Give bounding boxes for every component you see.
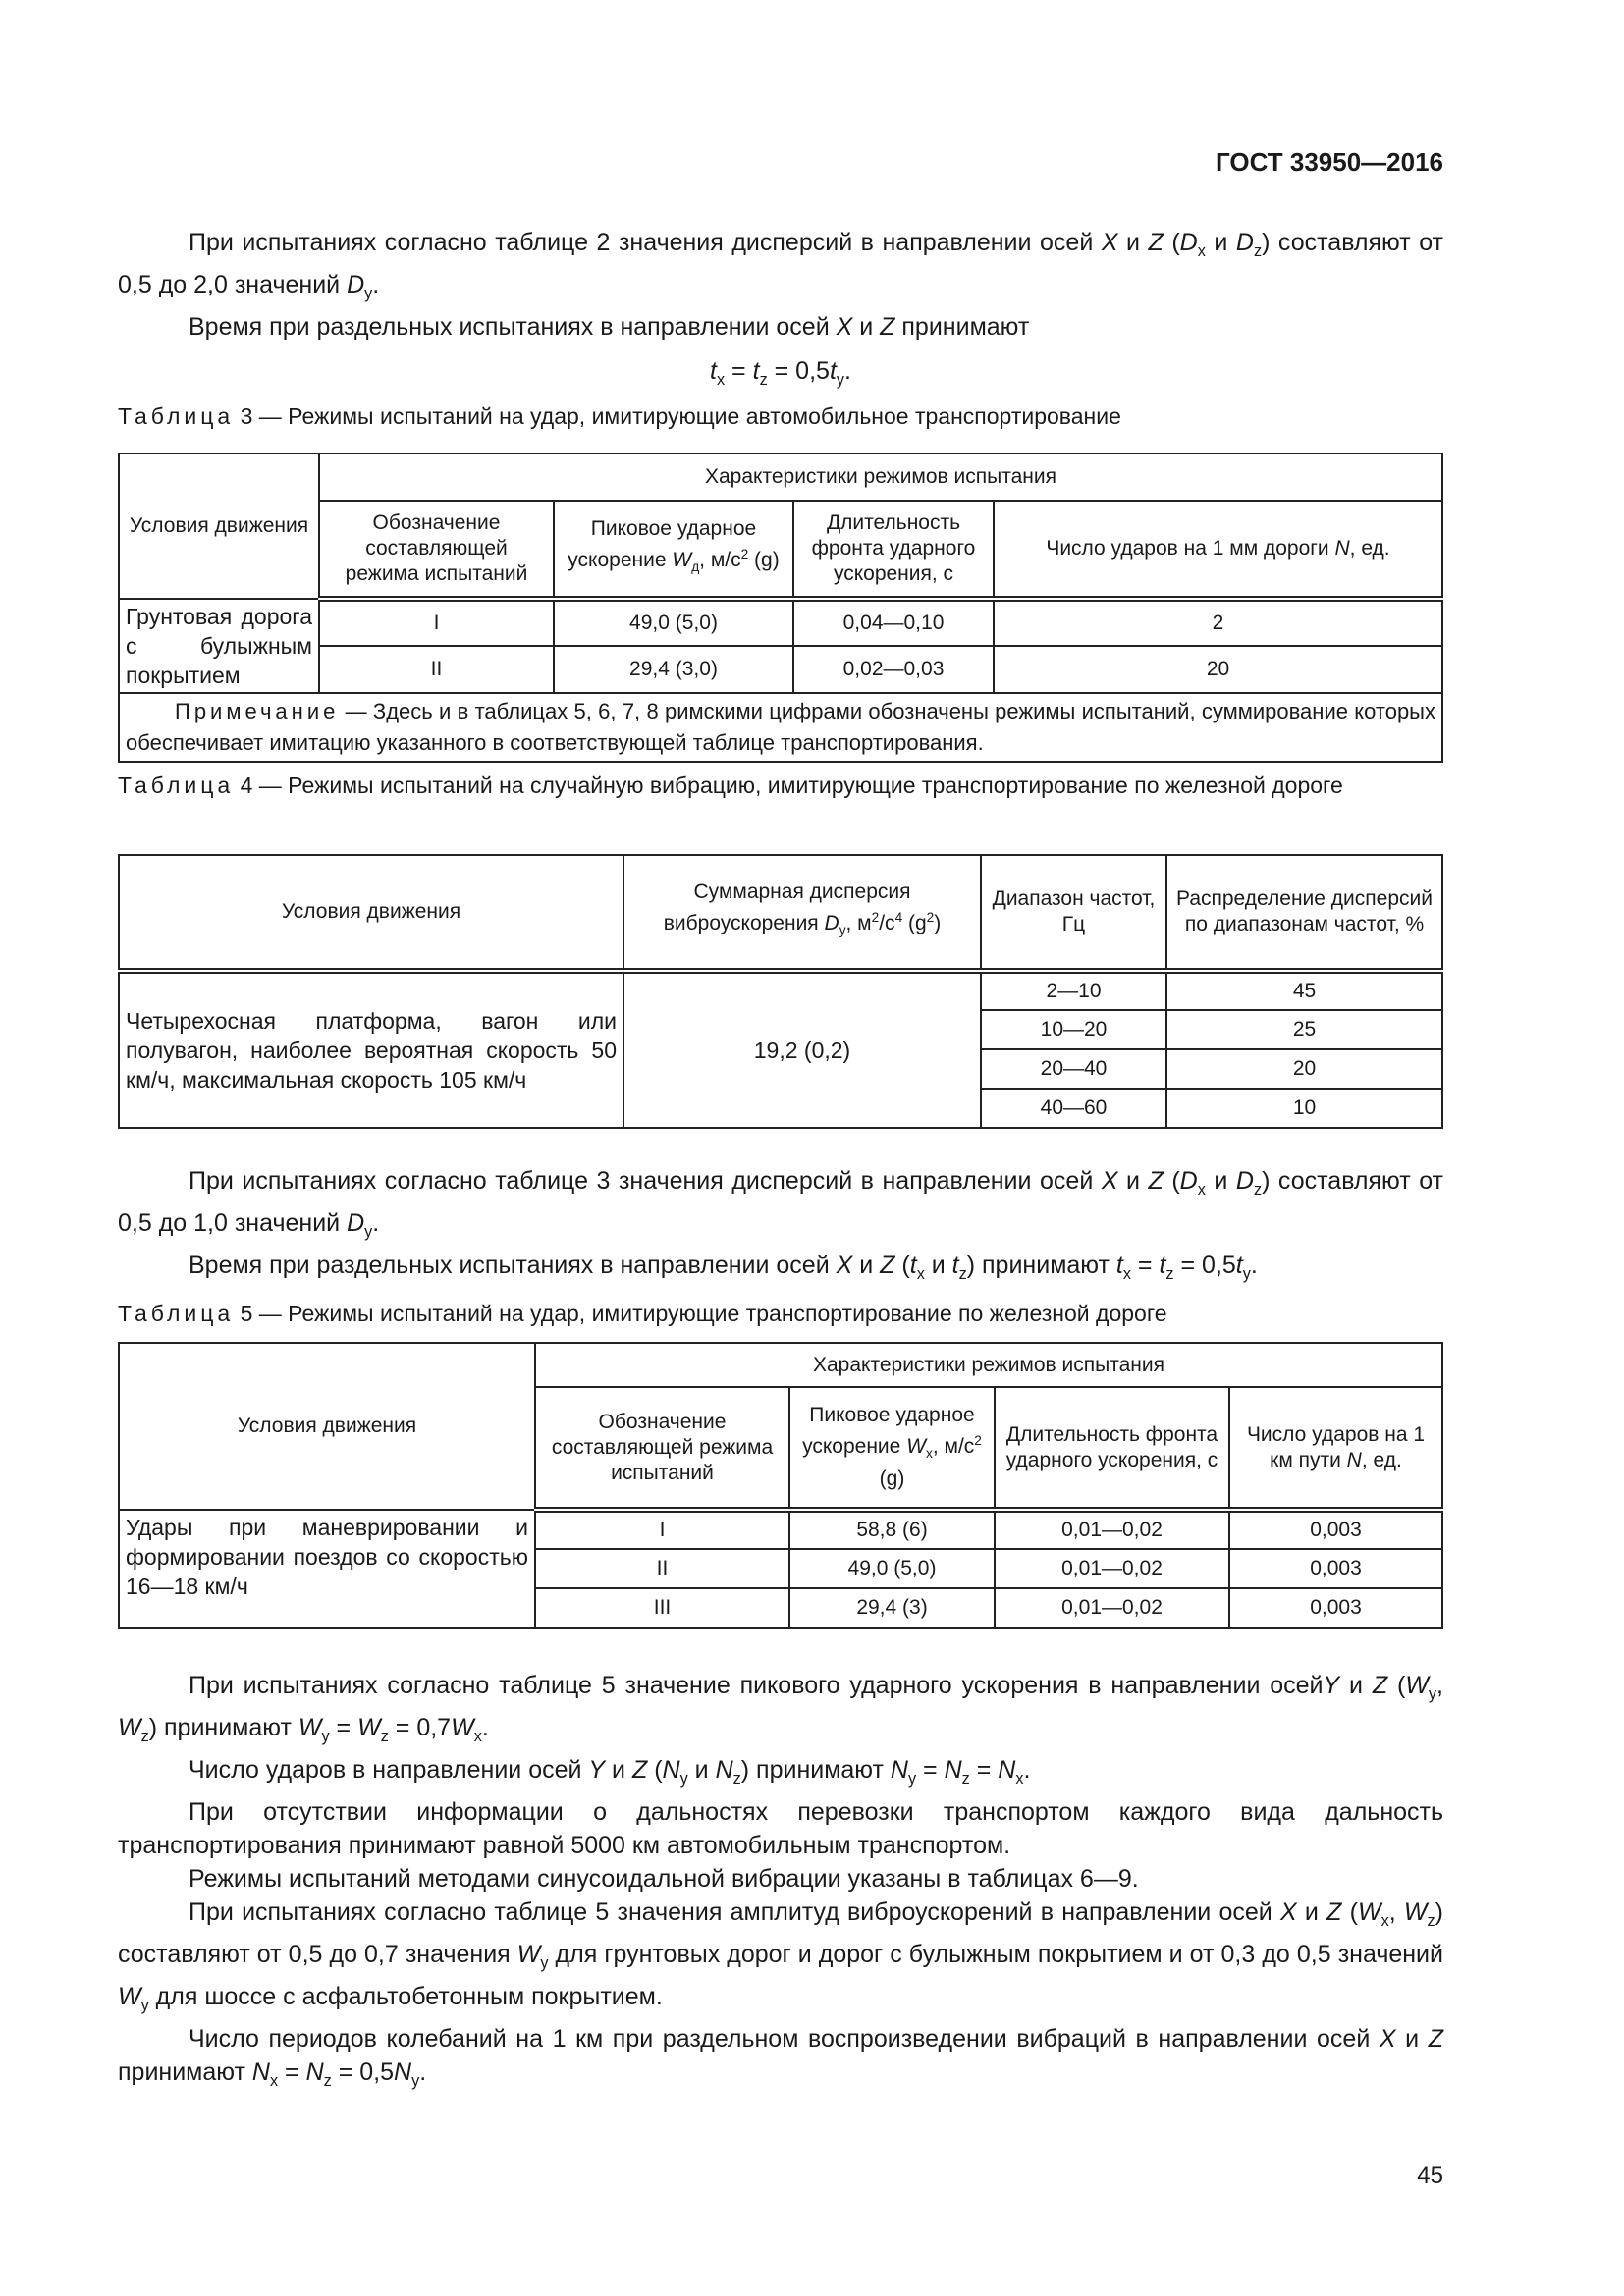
subscript: y — [679, 1770, 688, 1788]
cell: 0,003 — [1229, 1588, 1442, 1628]
math-symbol: X — [1101, 229, 1118, 256]
math-symbol: W — [357, 1714, 381, 1741]
math-symbol: t — [1159, 1252, 1166, 1279]
paragraph: Время при раздельных испытаниях в направлении осей X и Z принимают — [189, 313, 1030, 341]
header-cell: Характеристики режимов испытания — [535, 1343, 1442, 1387]
math-symbol: D — [347, 271, 365, 298]
math-symbol: N — [394, 2058, 412, 2086]
superscript: 2 — [871, 910, 880, 926]
header-cell: Пиковое ударное ускорение $W_д$, $м/с^2$ (g) — [554, 501, 793, 599]
subscript: y — [540, 1954, 549, 1972]
subscript: y — [839, 923, 846, 938]
math-symbol: X — [1379, 2025, 1396, 2053]
math-symbol: X — [836, 313, 853, 341]
header-cell: Число ударов на 1 мм дороги N, ед. — [994, 501, 1442, 599]
paragraph: При испытаниях согласно таблице 3 значения дисперсий в направлении осей X и Z ($D_x$ и $D_z$) составляют от 0,5 до 1,0 значений $D_y$. — [118, 1167, 1444, 1241]
table-4 — [118, 854, 1443, 1129]
subscript: x — [926, 1446, 933, 1462]
math-symbol: Z — [631, 1756, 648, 1784]
cell: 0,01—0,02 — [995, 1588, 1229, 1628]
math-symbol: W — [1403, 1898, 1428, 1926]
cell: 10—20 — [981, 1010, 1166, 1049]
math-symbol: N — [1334, 537, 1350, 560]
subscript: y — [907, 1770, 917, 1788]
cell: Грунтовая дорога с булыжным покрытием — [119, 599, 319, 693]
math-symbol: D — [1235, 229, 1254, 256]
math-symbol: D — [824, 912, 839, 935]
math-symbol: N — [251, 2058, 270, 2086]
math-symbol: N — [998, 1756, 1016, 1784]
subscript: z — [1253, 242, 1263, 260]
cell: 45 — [1166, 971, 1442, 1010]
math-symbol: N — [715, 1756, 733, 1784]
subscript: z — [1165, 1265, 1174, 1283]
cell: 2—10 — [981, 971, 1166, 1010]
subscript: x — [1122, 1265, 1131, 1283]
subscript: z — [961, 1770, 970, 1788]
subscript: y — [1428, 1685, 1437, 1703]
subscript: x — [473, 1728, 482, 1745]
subscript: z — [323, 2072, 332, 2090]
math-symbol: N — [890, 1756, 908, 1784]
math-symbol: X — [836, 1252, 853, 1279]
math-symbol: W — [298, 1714, 322, 1741]
header-cell: Длительность фронта ударного ускорения, с — [995, 1387, 1229, 1510]
header-cell: Условия движения — [119, 454, 319, 599]
superscript: 4 — [894, 910, 903, 926]
math-symbol: Z — [880, 1252, 895, 1279]
header-cell: Характеристики режимов испытания — [319, 454, 1442, 501]
subscript: z — [380, 1728, 389, 1745]
subscript: x — [269, 2072, 279, 2090]
superscript: 2 — [974, 1432, 982, 1448]
table-4-caption: Таблица 4 — Режимы испытаний на случайную вибрацию, имитирующие транспортирование по железной дороге — [118, 773, 1343, 798]
math-symbol: N — [944, 1756, 962, 1784]
cell: III — [535, 1588, 789, 1628]
cell: 2 — [994, 599, 1442, 646]
header-cell: Распределение дисперсий по диапазонам частот, % — [1166, 855, 1442, 971]
cell: I — [319, 599, 554, 646]
cell: 29,4 (3) — [789, 1588, 995, 1628]
table-3-caption: Таблица 3 — Режимы испытаний на удар, имитирующие автомобильное транспортирование — [118, 403, 1121, 429]
math-symbol: Y — [588, 1756, 606, 1784]
subscript: z — [732, 1770, 741, 1788]
subscript: x — [916, 1265, 925, 1283]
table-note: Примечание — Здесь и в таблицах 5, 6, 7, 8 римскими цифрами обозначены режимы испытаний, суммирование которых обеспечивает имитацию указанного в соответствующей таблице транспортирования. — [119, 693, 1442, 762]
header-cell: Условия движения — [119, 1343, 535, 1510]
table-row — [119, 1510, 1442, 1549]
math-symbol: t — [951, 1252, 959, 1279]
subscript: x — [1197, 242, 1206, 260]
paragraph: Число периодов колебаний на 1 км при раздельном воспроизведении вибраций в направлении осей X и Z принимают $N_x = N_z = 0,5N_y$. — [118, 2025, 1443, 2090]
math-symbol: t — [1115, 1252, 1123, 1279]
math-symbol: t — [752, 357, 760, 385]
math-symbol: X — [1280, 1898, 1297, 1926]
math-symbol: W — [118, 1714, 141, 1741]
table-5-caption: Таблица 5 — Режимы испытаний на удар, имитирующие транспортирование по железной дороге — [118, 1301, 1167, 1326]
subscript: z — [1253, 1181, 1263, 1199]
subscript: д — [691, 560, 700, 575]
cell: II — [535, 1549, 789, 1588]
cell: 20—40 — [981, 1049, 1166, 1089]
math-symbol: t — [829, 357, 837, 385]
subscript: y — [321, 1728, 330, 1745]
header-cell: Длительность фронта ударного ускорения, с — [793, 501, 994, 599]
header-cell: Обозначение составляющей режима испытаний — [535, 1387, 789, 1510]
superscript: 2 — [926, 910, 935, 926]
cell: 29,4 (3,0) — [554, 646, 793, 693]
cell: I — [535, 1510, 789, 1549]
table-row — [119, 971, 1442, 1010]
math-symbol: Z — [1326, 1898, 1342, 1926]
cell: 20 — [994, 646, 1442, 693]
subscript: z — [958, 1265, 967, 1283]
subscript: x — [716, 371, 726, 389]
subscript: x — [1015, 1770, 1024, 1788]
header-cell: Суммарная дисперсия виброускорения $D_y$, $м^2/с^4$ $(g^2)$ — [623, 855, 981, 971]
formula: $t_x = t_z = 0,5t_y$. — [710, 357, 851, 389]
math-symbol: N — [662, 1756, 680, 1784]
paragraph: Время при раздельных испытаниях в направлении осей X и Z ($t_x$ и $t_z$) принимают $t_x = t_z = 0,5t_y$. — [189, 1252, 1258, 1283]
header-cell: Пиковое ударное ускорение $W_x$, $м/с^2$ (g) — [789, 1387, 995, 1510]
cell: 0,02—0,03 — [793, 646, 994, 693]
math-symbol: Z — [1372, 1672, 1388, 1699]
math-symbol: W — [672, 549, 692, 572]
subscript: z — [140, 1728, 149, 1745]
math-symbol: W — [906, 1434, 927, 1458]
math-symbol: X — [1101, 1167, 1118, 1195]
math-symbol: W — [1405, 1672, 1429, 1699]
math-symbol: t — [1235, 1252, 1243, 1279]
math-symbol: D — [1179, 1167, 1198, 1195]
math-symbol: Z — [1148, 1167, 1164, 1195]
cell: II — [319, 646, 554, 693]
subscript: y — [364, 285, 373, 302]
subscript: z — [1427, 1912, 1435, 1930]
subscript: z — [759, 371, 768, 389]
cell: 0,04—0,10 — [793, 599, 994, 646]
cell: 49,0 (5,0) — [789, 1549, 995, 1588]
cell: 0,01—0,02 — [995, 1549, 1229, 1588]
math-symbol: t — [909, 1252, 917, 1279]
math-symbol: W — [516, 1941, 541, 1968]
subscript: x — [1380, 1912, 1389, 1930]
cell: 25 — [1166, 1010, 1442, 1049]
cell: 0,01—0,02 — [995, 1510, 1229, 1549]
paragraph: При испытаниях согласно таблице 2 значения дисперсий в направлении осей X и Z ($D_x$ и $D_z$) составляют от 0,5 до 2,0 значений $D_y$. — [118, 229, 1444, 302]
cell: 19,2 (0,2) — [623, 971, 981, 1128]
cell: Четырехосная платформа, вагон или полувагон, наиболее вероятная скорость 50 км/ч, максимальная скорость 105 км/ч — [119, 971, 623, 1128]
cell: 20 — [1166, 1049, 1442, 1089]
superscript: 2 — [740, 547, 749, 562]
math-symbol: t — [710, 357, 717, 385]
math-symbol: W — [451, 1714, 474, 1741]
standard-header: ГОСТ 33950—2016 — [1216, 147, 1443, 177]
paragraph: Режимы испытаний методами синусоидальной вибрации указаны в таблицах 6—9. — [189, 1865, 1139, 1893]
cell: Удары при маневрировании и формировании поездов со скоростью 16—18 км/ч — [119, 1510, 535, 1628]
cell: 58,8 (6) — [789, 1510, 995, 1549]
math-symbol: D — [1179, 229, 1198, 256]
header-cell: Условия движения — [119, 855, 623, 971]
math-symbol: Z — [1428, 2025, 1443, 2053]
paragraph: Число ударов в направлении осей Y и Z ($N_y$ и $N_z$) принимают $N_y = N_z = N_x$. — [189, 1756, 1031, 1788]
table-5 — [118, 1342, 1443, 1629]
paragraph: При испытаниях согласно таблице 5 значения амплитуд виброускорений в направлении осей X и Z ($W_x$, $W_z$) составляют от 0,5 до 0,7 значения $W_y$ для грунтовых дорог и дорог с булыжным покрытием и от 0,3 до 0,5 значений $W_y$ для шоссе с асфальтобетонным покрытием. — [118, 1898, 1443, 2014]
page-number: 45 — [1417, 2163, 1443, 2189]
cell: 10 — [1166, 1089, 1442, 1128]
subscript: y — [1242, 1265, 1251, 1283]
header-cell: Число ударов на 1 км пути N, ед. — [1229, 1387, 1442, 1510]
math-symbol: Y — [1323, 1672, 1340, 1699]
cell: 0,003 — [1229, 1510, 1442, 1549]
subscript: x — [1197, 1181, 1206, 1199]
math-symbol: W — [1358, 1898, 1381, 1926]
paragraph: При отсутствии информации о дальностях перевозки транспортом каждого вида дальность транспортирования принимают равной 5000 км автомобильным транспортом. — [118, 1798, 1443, 1859]
paragraph: При испытаниях согласно таблице 5 значение пикового ударного ускорения в направлении осейY и Z ($W_y$, $W_z$) принимают $W_y = W_z = 0,7W_x$. — [118, 1672, 1443, 1745]
math-symbol: Z — [880, 313, 895, 341]
cell: 40—60 — [981, 1089, 1166, 1128]
cell: 49,0 (5,0) — [554, 599, 793, 646]
table-row — [119, 599, 1442, 646]
math-symbol: N — [1346, 1448, 1362, 1471]
table-3 — [118, 453, 1443, 763]
cell: 0,003 — [1229, 1549, 1442, 1588]
header-cell: Обозначение составляющей режима испытаний — [319, 501, 554, 599]
subscript: y — [140, 1997, 149, 2014]
math-symbol: D — [1235, 1167, 1254, 1195]
math-symbol: Z — [1148, 229, 1164, 256]
subscript: y — [836, 371, 845, 389]
subscript: y — [411, 2072, 420, 2090]
math-symbol: D — [347, 1209, 365, 1237]
math-symbol: W — [118, 1983, 141, 2010]
math-symbol: N — [305, 2058, 324, 2086]
subscript: y — [364, 1223, 373, 1241]
header-cell: Диапазон частот, Гц — [981, 855, 1166, 971]
